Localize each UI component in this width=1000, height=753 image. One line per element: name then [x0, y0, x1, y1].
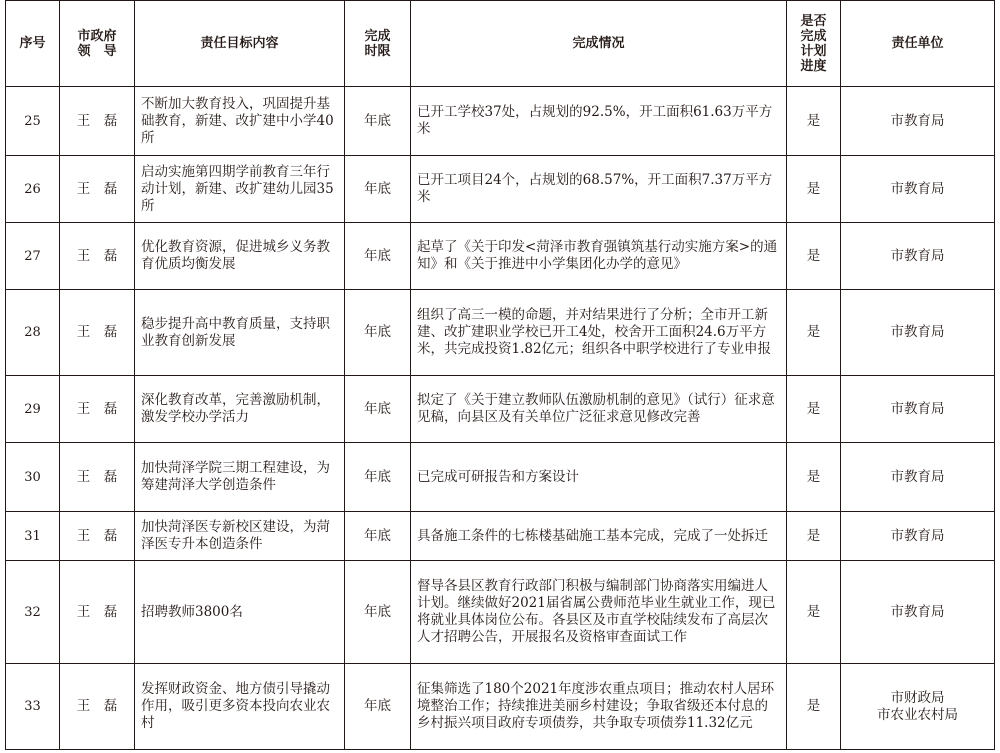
table-row	[6, 561, 995, 664]
row-number: 26	[6, 156, 60, 223]
header-unit: 责任单位	[841, 1, 995, 87]
row-on-schedule: 是	[787, 290, 841, 376]
row-status: 已完成可研报告和方案设计	[411, 443, 787, 512]
row-target: 招聘教师3800名	[135, 561, 345, 664]
row-target: 稳步提升高中教育质量，支持职业教育创新发展	[135, 290, 345, 376]
row-deadline: 年底	[345, 376, 411, 443]
row-on-schedule: 是	[787, 512, 841, 561]
row-target: 优化教育资源，促进城乡义务教育优质均衡发展	[135, 223, 345, 290]
table-row	[6, 156, 995, 223]
row-status: 组织了高三一模的命题，并对结果进行了分析；全市开工新建、改扩建职业学校已开工4处，校舍开工面积24.6万平方米，共完成投资1.82亿元；组织各中职学校进行了专业申报	[411, 290, 787, 376]
table-header-row	[6, 1, 995, 87]
table-row	[6, 664, 995, 750]
row-unit: 市教育局	[841, 290, 995, 376]
header-leader: 市政府 领 导	[60, 1, 135, 87]
row-status: 起草了《关于印发<菏泽市教育强镇筑基行动实施方案>的通知》和《关于推进中小学集团化办学的意见》	[411, 223, 787, 290]
row-number: 31	[6, 512, 60, 561]
row-on-schedule: 是	[787, 223, 841, 290]
row-on-schedule: 是	[787, 443, 841, 512]
row-leader: 王 磊	[60, 561, 135, 664]
row-target: 加快菏泽学院三期工程建设，为筹建菏泽大学创造条件	[135, 443, 345, 512]
row-leader: 王 磊	[60, 87, 135, 156]
row-leader: 王 磊	[60, 290, 135, 376]
row-status: 征集筛选了180个2021年度涉农重点项目；推动农村人居环境整治工作；持续推进美丽乡村建设；争取省级还本付息的乡村振兴项目政府专项债券，共争取专项债券11.32亿元	[411, 664, 787, 750]
row-deadline: 年底	[345, 290, 411, 376]
row-deadline: 年底	[345, 87, 411, 156]
table-row	[6, 290, 995, 376]
row-leader: 王 磊	[60, 376, 135, 443]
row-leader: 王 磊	[60, 512, 135, 561]
row-unit: 市教育局	[841, 87, 995, 156]
row-deadline: 年底	[345, 223, 411, 290]
row-on-schedule: 是	[787, 87, 841, 156]
responsibility-table	[5, 0, 995, 750]
row-deadline: 年底	[345, 664, 411, 750]
row-leader: 王 磊	[60, 664, 135, 750]
row-target: 发挥财政资金、地方债引导撬动作用，吸引更多资本投向农业农村	[135, 664, 345, 750]
row-status: 已开工学校37处，占规划的92.5%，开工面积61.63万平方米	[411, 87, 787, 156]
row-leader: 王 磊	[60, 223, 135, 290]
row-unit: 市财政局 市农业农村局	[841, 664, 995, 750]
row-unit: 市教育局	[841, 443, 995, 512]
row-number: 29	[6, 376, 60, 443]
table-row	[6, 223, 995, 290]
table-row	[6, 87, 995, 156]
row-number: 25	[6, 87, 60, 156]
row-deadline: 年底	[345, 561, 411, 664]
row-on-schedule: 是	[787, 156, 841, 223]
row-number: 28	[6, 290, 60, 376]
table-row	[6, 443, 995, 512]
row-on-schedule: 是	[787, 561, 841, 664]
row-target: 不断加大教育投入，巩固提升基础教育，新建、改扩建中小学40所	[135, 87, 345, 156]
row-status: 具备施工条件的七栋楼基础施工基本完成，完成了一处拆迁	[411, 512, 787, 561]
row-number: 27	[6, 223, 60, 290]
row-unit: 市教育局	[841, 561, 995, 664]
row-number: 32	[6, 561, 60, 664]
row-status: 已开工项目24个，占规划的68.57%，开工面积7.37万平方米	[411, 156, 787, 223]
header-no: 序号	[6, 1, 60, 87]
row-leader: 王 磊	[60, 156, 135, 223]
row-target: 深化教育改革，完善激励机制，激发学校办学活力	[135, 376, 345, 443]
table-row	[6, 512, 995, 561]
row-target: 加快菏泽医专新校区建设，为菏泽医专升本创造条件	[135, 512, 345, 561]
row-number: 33	[6, 664, 60, 750]
row-number: 30	[6, 443, 60, 512]
row-status: 拟定了《关于建立教师队伍激励机制的意见》（试行）征求意见稿，向县区及有关单位广泛征求意见修改完善	[411, 376, 787, 443]
row-deadline: 年底	[345, 512, 411, 561]
row-unit: 市教育局	[841, 512, 995, 561]
header-deadline: 完成 时限	[345, 1, 411, 87]
row-unit: 市教育局	[841, 376, 995, 443]
row-leader: 王 磊	[60, 443, 135, 512]
row-deadline: 年底	[345, 443, 411, 512]
row-unit: 市教育局	[841, 223, 995, 290]
row-status: 督导各县区教育行政部门积极与编制部门协商落实用编进人计划。继续做好2021届省属公费师范毕业生就业工作，现已将就业具体岗位公布。各县区及市直学校陆续发布了高层次人才招聘公告，开展报名及资格审查面试工作	[411, 561, 787, 664]
header-target: 责任目标内容	[135, 1, 345, 87]
header-status: 完成情况	[411, 1, 787, 87]
row-on-schedule: 是	[787, 664, 841, 750]
table-row	[6, 376, 995, 443]
row-on-schedule: 是	[787, 376, 841, 443]
row-deadline: 年底	[345, 156, 411, 223]
row-unit: 市教育局	[841, 156, 995, 223]
header-on-schedule: 是否 完成 计划 进度	[787, 1, 841, 87]
row-target: 启动实施第四期学前教育三年行动计划，新建、改扩建幼儿园35所	[135, 156, 345, 223]
